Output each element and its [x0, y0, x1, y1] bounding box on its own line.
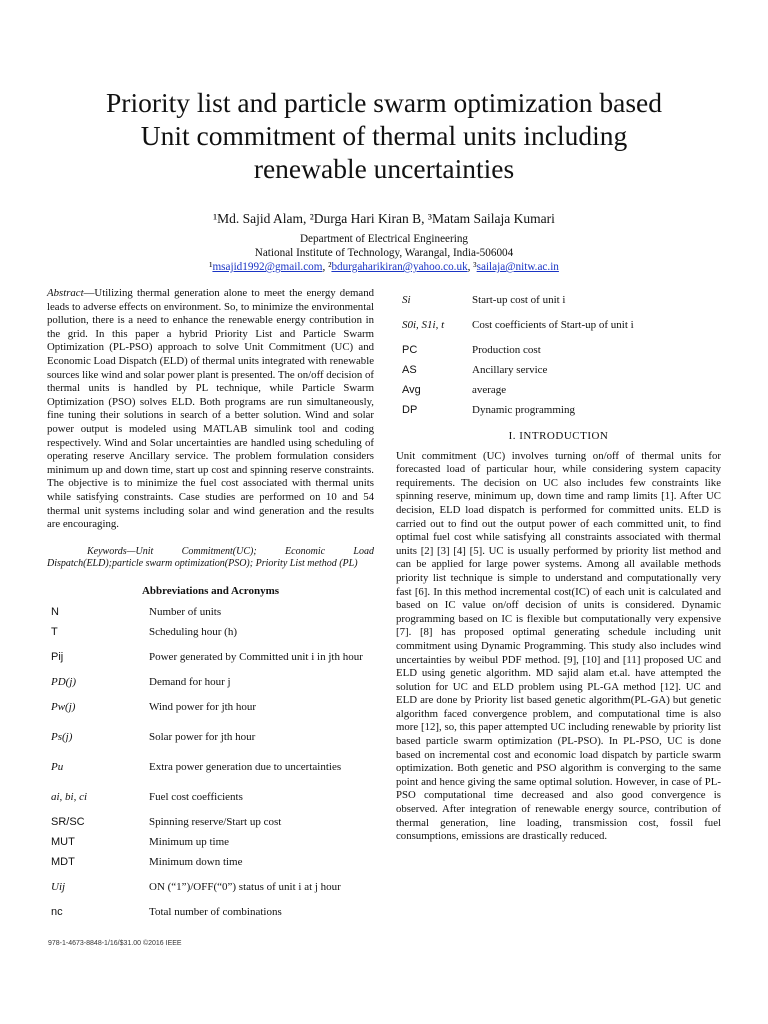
table-row [47, 602, 374, 622]
abstract-label: Abstract [47, 287, 84, 299]
keywords: Keywords—Unit Commitment(UC); Economic Load Dispatch(ELD);particle swarm optimization(PSO); Priority List method (PL) [47, 545, 374, 570]
table-row [47, 692, 374, 722]
abbr-symbol: DP [402, 403, 418, 416]
institute: National Institute of Technology, Warangal, India-506004 [254, 247, 514, 259]
abbr-symbol: Pu [51, 760, 64, 773]
table-row [47, 722, 374, 752]
abbr-symbol: Pij [51, 650, 64, 663]
abbr-definition: ON (“1”)/OFF(“0”) status of unit i at j hour [149, 880, 341, 893]
table-row [396, 290, 721, 310]
email-separator: , [322, 261, 329, 273]
abbr-symbol: S0i, S1i, t [402, 318, 445, 331]
table-row [396, 400, 721, 420]
author-list: ¹Md. Sajid Alam, ²Durga Hari Kiran B, ³Matam Sailaja Kumari [213, 211, 555, 226]
abbr-symbol: ai, bi, ci [51, 790, 88, 803]
table-row [47, 902, 374, 922]
paper-title [40, 86, 728, 185]
abbr-symbol: Ps(j) [51, 730, 73, 743]
abbr-definition: Extra power generation due to uncertainties [149, 760, 342, 773]
abbr-definition: Ancillary service [472, 363, 548, 376]
abbr-definition: Scheduling hour (h) [149, 625, 237, 638]
right-column [396, 286, 721, 844]
abbr-symbol: AS [402, 363, 417, 376]
table-row [396, 360, 721, 380]
abbr-symbol: PC [402, 343, 418, 356]
abbr-definition: Spinning reserve/Start up cost [149, 815, 282, 828]
title-line-3: renewable uncertainties [253, 153, 515, 184]
introduction-heading: I. INTRODUCTION [508, 430, 609, 442]
introduction-text: Unit commitment (UC) involves turning on/off of thermal units for forecasted load of particular hour, while considering system capacity requirements. The decision on UC also includes few constraints like spinning reserve, minimum up, down time and ramp limits [1]. After UC decision, ELD load dispatch is performed for committed units. ELD is carried out to find out the output power of each committed unit, to find optimal fuel cost while satisfying all constraints associated with thermal units [2] [3] [4] [5]. UC is usually performed by priority list method and can be applied for large power systems. Among all available methods priority list technique is simple to understand and computationally very fast [6]. In this method incremental cost(IC) of each unit is calculated and based on IC value on/off decision of units is considered. Dynamic programming based on IC is flexible but computationally very expensive [7]. [8] has proposed optimal generating schedule including unit commitment using Dynamic Programming. This study also includes wind uncertainties by weibul PDF method. [9], [10] and [11] proposed UC and ELD using genetic algorithm. MD sajid alam et.al. have attempted the solution for UC and ELD problem using PL-GA method [12]. UC and ELD are done by Priority list based genetic algorithm(PL-GA) but genetic algorithm faced convergence problem, and computational time is also more [12], so, this paper attempted UC including renewable by priority list based particle swarm optimization (PL-PSO). In PL-PSO, UC is done based on incremental cost and economic load dispatch by particle swarm optimization. Both genetic and PSO algorithm is converging to the same point and hence giving the same optimal solution. However, in case of PL-PSO computational time decreased and also good convergence is observed. After integration of renewable energy source, contribution of thermal generation, line loading, transmission cost, fossil fuel consumptions, emissions are drastically reduced. [396, 449, 721, 843]
abbreviations-table [47, 602, 374, 922]
email-marker-1: ¹ [209, 261, 213, 273]
email-link-1[interactable]: msajid1992@gmail.com [212, 261, 323, 273]
abbr-symbol: SR/SC [51, 815, 85, 828]
abbr-definition: Solar power for jth hour [149, 730, 256, 743]
abbreviations-heading: Abbreviations and Acronyms [141, 584, 280, 597]
table-row [396, 340, 721, 360]
abbr-definition: Number of units [149, 605, 222, 618]
email-link-3[interactable]: sailaja@nitw.ac.in [476, 261, 559, 273]
table-row [47, 872, 374, 902]
table-row [47, 622, 374, 642]
abbr-definition: Fuel cost coefficients [149, 790, 243, 803]
abbr-symbol: PD(j) [51, 675, 77, 688]
abbr-symbol: MUT [51, 835, 75, 848]
email-marker-2: ² [328, 261, 332, 273]
abbr-symbol: nc [51, 905, 63, 918]
abbr-symbol: Si [402, 293, 411, 306]
abbreviations-table-continued [396, 290, 721, 420]
abbr-definition: Dynamic programming [472, 403, 575, 416]
abbr-definition: Minimum up time [149, 835, 230, 848]
abbr-symbol: Uij [51, 880, 66, 893]
table-row [47, 852, 374, 872]
table-row [396, 380, 721, 400]
abbr-symbol: T [51, 625, 58, 638]
abbr-definition: average [472, 383, 507, 396]
department: Department of Electrical Engineering [299, 233, 469, 245]
table-row [47, 812, 374, 832]
email-line [40, 260, 728, 274]
title-line-2: Unit commitment of thermal units including [140, 120, 628, 151]
table-row [47, 752, 374, 782]
abbr-definition: Cost coefficients of Start-up of unit i [472, 318, 634, 331]
title-line-1: Priority list and particle swarm optimization based [106, 87, 662, 118]
email-marker-3: ³ [473, 261, 477, 273]
abbr-symbol: Avg [402, 383, 421, 396]
abbr-definition: Start-up cost of unit i [472, 293, 566, 306]
abbr-symbol: N [51, 605, 59, 618]
left-column [47, 287, 374, 922]
abbr-definition: Power generated by Committed unit i in jth hour [149, 650, 363, 663]
abbr-definition: Wind power for jth hour [149, 700, 257, 713]
table-row [47, 832, 374, 852]
abbr-definition: Production cost [472, 343, 541, 356]
table-row [47, 642, 374, 672]
abbr-symbol: MDT [51, 855, 75, 868]
table-row [47, 672, 374, 692]
table-row [396, 310, 721, 340]
abbr-definition: Demand for hour j [149, 675, 231, 688]
email-link-2[interactable]: bdurgaharikiran@yahoo.co.uk [331, 261, 468, 273]
affiliation [40, 232, 728, 274]
copyright-footer: 978-1-4673-8848-1/16/$31.00 ©2016 IEEE [48, 940, 182, 947]
abbr-symbol: Pw(j) [51, 700, 76, 713]
table-row [47, 782, 374, 812]
abstract [47, 287, 374, 532]
abstract-text: —Utilizing thermal generation alone to meet the energy demand leads to adverse effects on environment. So, to minimize the environmental pollution, there is a need to enhance the renewable energy contribution in the grid. In this paper a hybrid Priority List and Particle Swarm Optimization (PL-PSO) approach to solve Unit Commitment (UC) and Economic Load Dispatch (ELD) of thermal units integrated with renewable sources like wind and solar power plant is presented. The on/off decision of thermal units is handled by PL technique, while Particle Swarm Optimization (PSO) solves ELD. Both programs are run simultaneously, fine tuning their solutions in search of a better solution. Wind and solar power output is modeled using MATLAB simulink tool and coding respectively. Wind and Solar uncertainties are handled using scheduling of operating reserve Ancillary service. The problem formulation considers minimum up and down time, start up cost and spinning reserve constraints. The objective is to minimize the fuel cost associated with thermal units while satisfying constraints. Case studies are performed on 10 and 54 thermal unit systems including solar and wind generation and the results are encouraging. [47, 287, 374, 531]
abbr-definition: Minimum down time [149, 855, 243, 868]
email-separator: , [467, 261, 474, 273]
abbr-definition: Total number of combinations [149, 905, 282, 918]
